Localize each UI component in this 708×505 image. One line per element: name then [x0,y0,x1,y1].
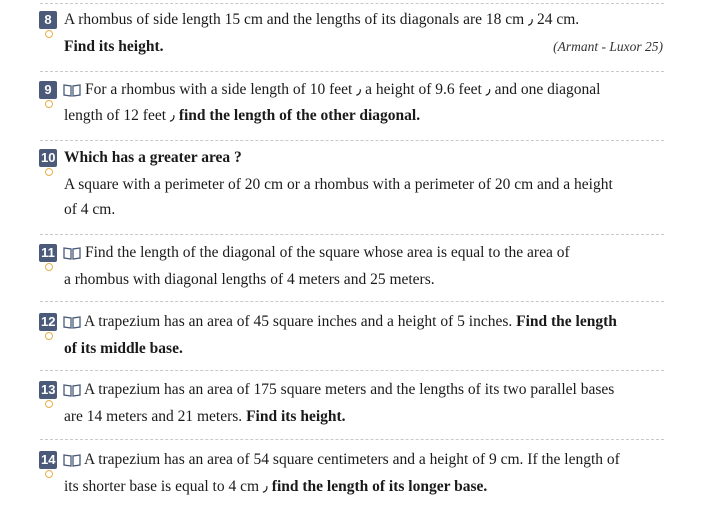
bullet-circle-icon [45,168,53,176]
book-icon [63,383,81,397]
problem-number-badge: 14 [41,452,56,467]
divider [40,439,664,440]
problem-text: a rhombus with diagonal lengths of 4 meters and 25 meters. [64,271,435,288]
problem-text-line1 [84,312,617,332]
book-icon [63,453,81,467]
problem-text: Find the length of the diagonal of the square whose area is equal to the area of [85,244,570,261]
problem-text: A square with a perimeter of 20 cm or a rhombus with a perimeter of 20 cm and a height [64,176,613,193]
problem-number-badge: 13 [41,382,56,397]
book-icon [63,83,81,97]
problem-text: of 4 cm. [64,201,116,218]
divider [40,370,664,371]
bullet-circle-icon [45,470,53,478]
problem-number-badge: 9 [39,81,57,99]
problem-question: find the length of the other diagonal. [178,107,421,124]
divider [40,234,664,235]
problem-text-line2 [64,477,487,497]
problem-number-badge: 12 [41,314,56,329]
problem-question: Which has a greater area ? [64,149,242,166]
problem-text: For a rhombus with a side length of 10 feet ٫ a height of 9.6 feet ٫ and one diagonal [85,81,601,98]
bullet-circle-icon [45,332,53,340]
problem-question: Find its height. [64,38,164,55]
problem-text: are 14 meters and 21 meters. [64,408,247,425]
problem-source: (Armant - Luxor 25) [553,39,663,54]
problem-question: Find its height. [246,408,346,425]
problem-text: length of 12 feet ٫ [64,107,179,124]
problem-question: Find the length [516,313,617,330]
divider [40,71,664,72]
bullet-circle-icon [45,100,53,108]
problem-text: A rhombus of side length 15 cm and the lengths of its diagonals are 18 cm ٫ 24 cm. [64,11,580,28]
problem-text: A trapezium has an area of 175 square meters and the lengths of its two parallel bases [84,381,615,398]
problem-text: A trapezium has an area of 45 square inches and a height of 5 inches. [84,313,517,330]
book-icon [63,246,81,260]
bullet-circle-icon [45,400,53,408]
divider [40,140,664,141]
problem-number-badge: 10 [41,150,56,165]
problem-number-badge: 11 [39,244,57,262]
problem-text: A trapezium has an area of 54 square centimeters and a height of 9 cm. If the length of [84,451,620,468]
bullet-circle-icon [45,263,53,271]
divider [40,301,664,302]
book-icon [63,315,81,329]
problem-number-badge: 8 [39,11,57,29]
problem-question: find the length of its longer base. [271,478,488,495]
problem-text-line2 [64,407,346,427]
problem-text: its shorter base is equal to 4 cm ٫ [64,478,272,495]
problem-text-line2 [64,106,420,126]
top-divider [40,3,664,4]
bullet-circle-icon [45,30,53,38]
problem-question: of its middle base. [64,340,183,357]
